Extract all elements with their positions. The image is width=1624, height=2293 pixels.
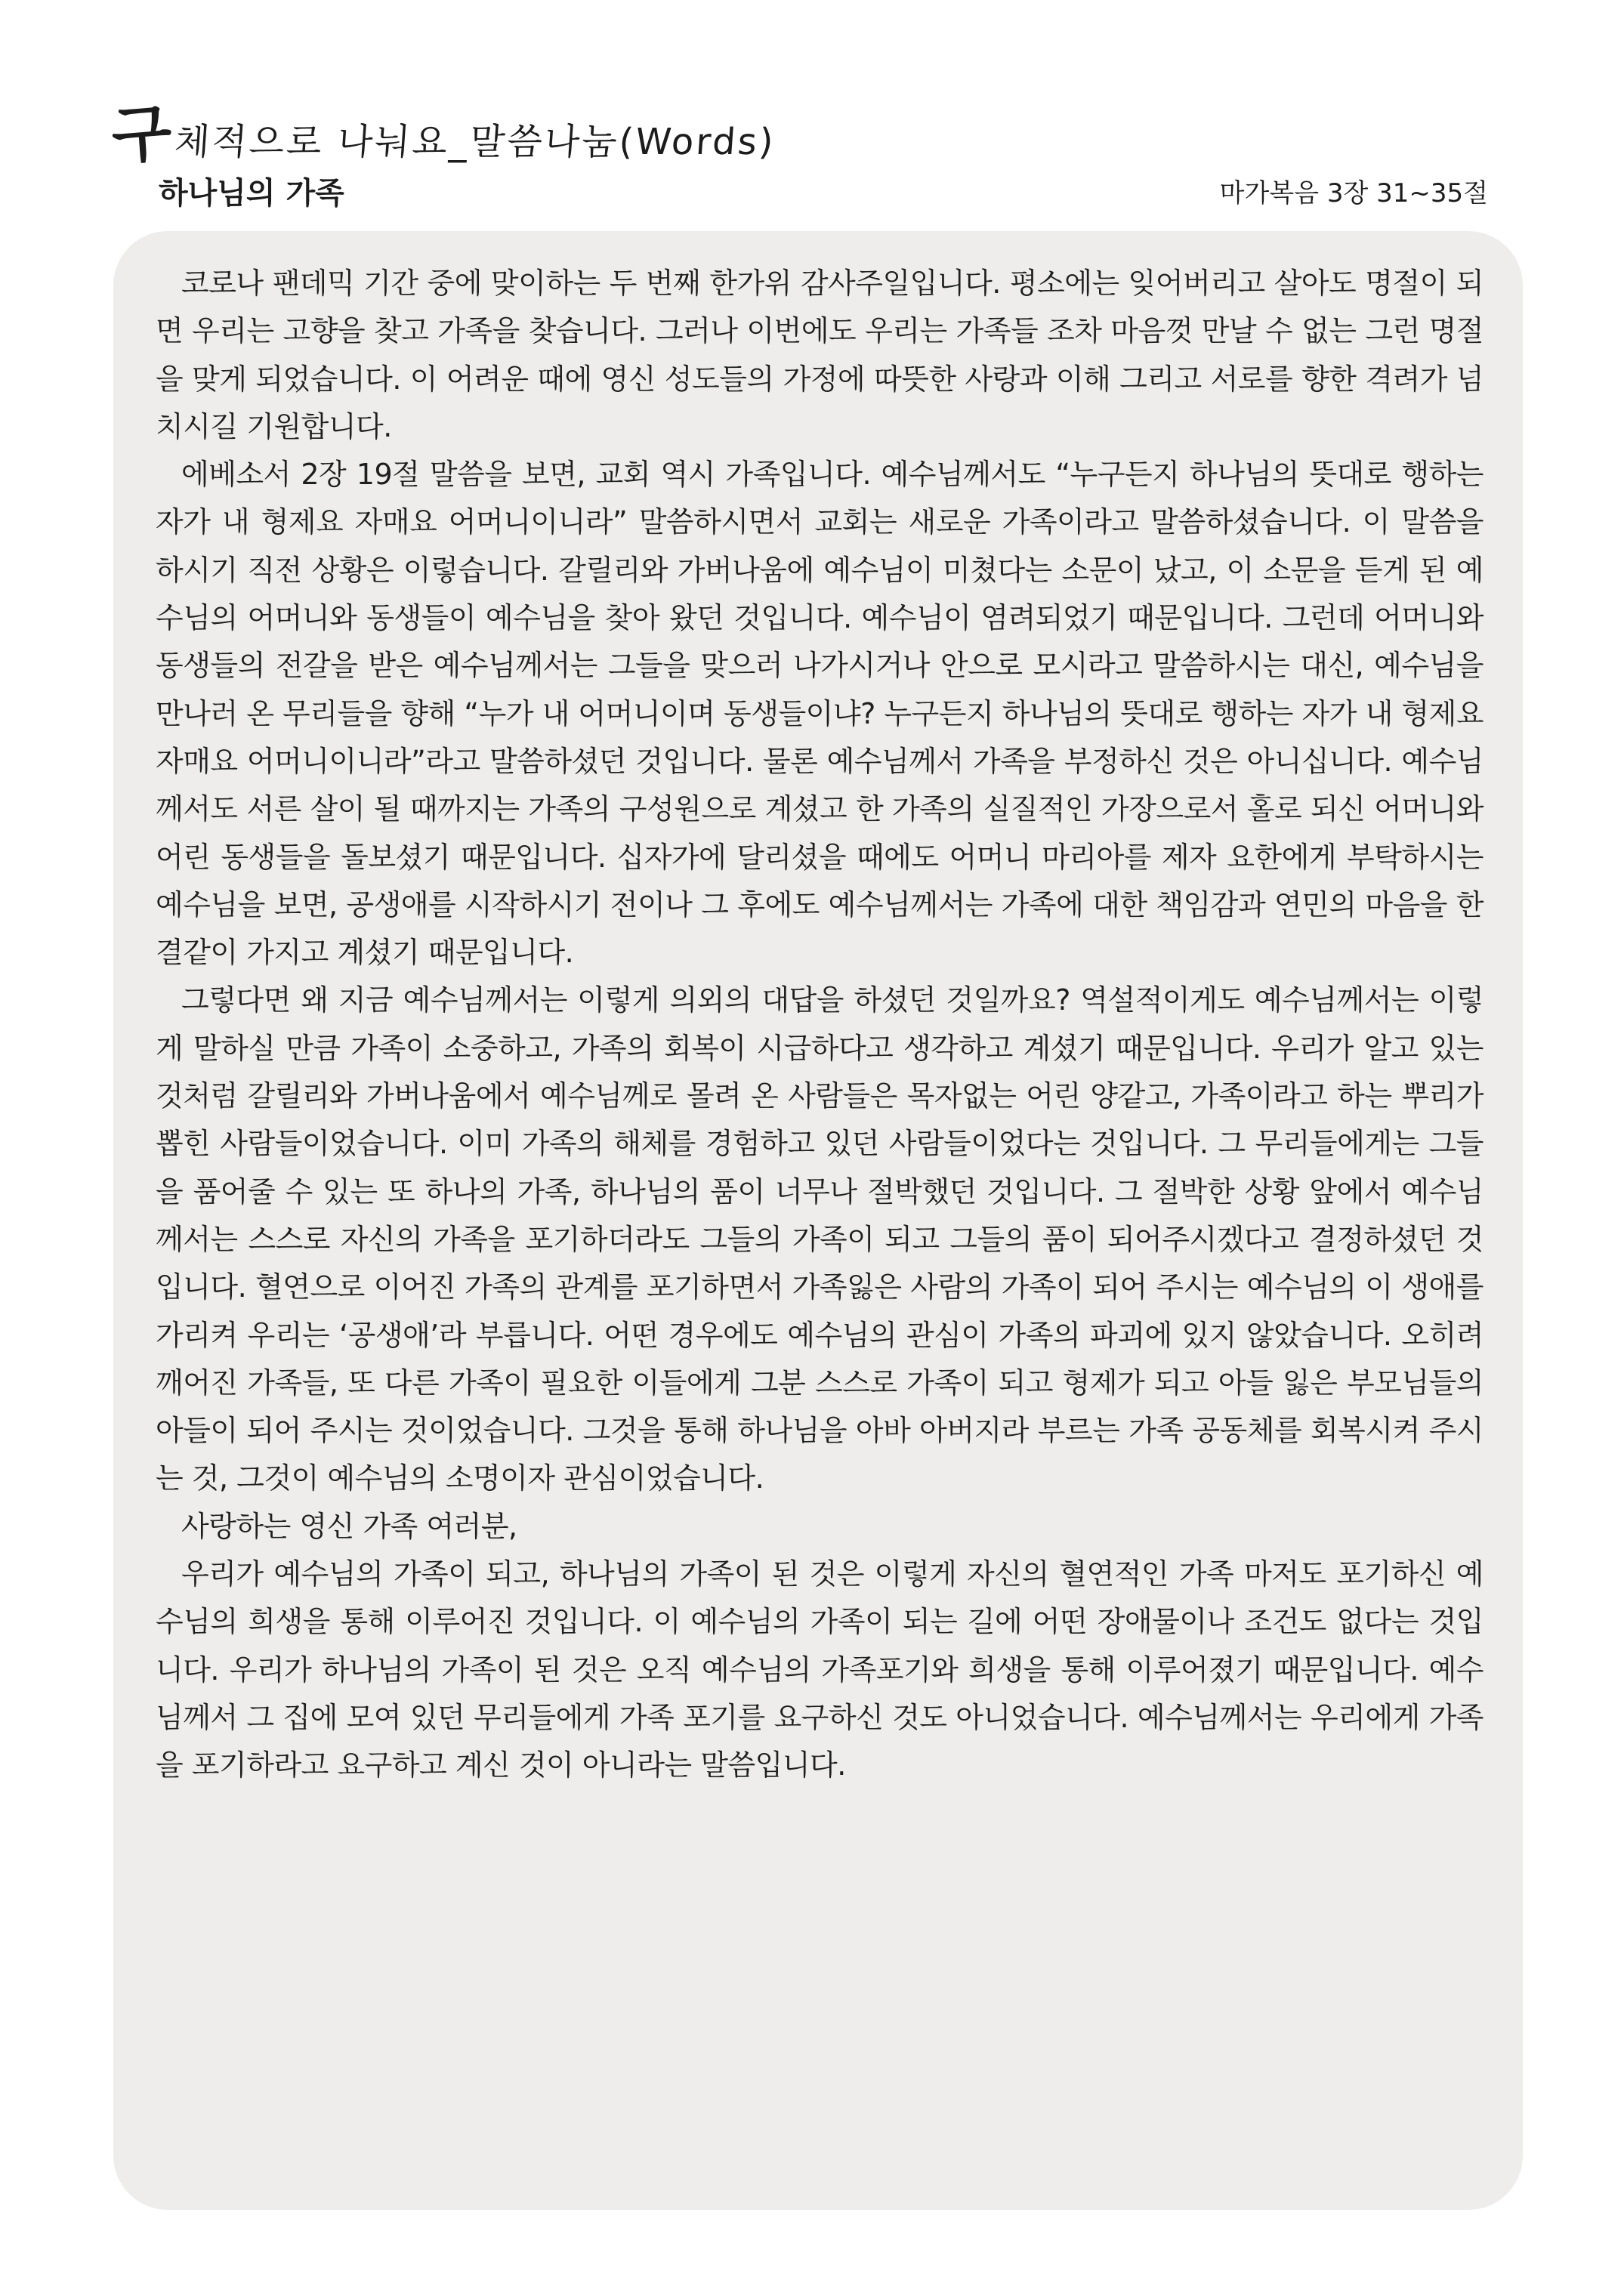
paragraph: 우리가 예수님의 가족이 되고, 하나님의 가족이 된 것은 이렇게 자신의 혈연적인 가족 마저도 포기하신 예수님의 희생을 통해 이루어진 것입니다. 이 예수님의 가족이 되는 길에 어떤 장애물이나 조건도 없다는 것입니다. 우리가 하나님의 가족이 된 것은 오직 예수님의 가족포기와 희생을 통해 이루어졌기 때문입니다. 예수님께서 그 집에 모여 있던 무리들에게 가족 포기를 요구하신 것도 아니었습니다. 예수님께서는 우리에게 가족을 포기하라고 요구하고 계신 것이 아니라는 말씀입니다. — [156, 1557, 1484, 1782]
paragraph: 에베소서 2장 19절 말씀을 보면, 교회 역시 가족입니다. 예수님께서도 “누구든지 하나님의 뜻대로 행하는 자가 내 형제요 자매요 어머니이니라” 말씀하시면서 교회는 새로운 가족이라고 말씀하셨습니다. 이 말씀을 하시기 직전 상황은 이렇습니다. 갈릴리와 가버나움에 예수님이 미쳤다는 소문이 났고, 이 소문을 듣게 된 예수님의 어머니와 동생들이 예수님을 찾아 왔던 것입니다. 예수님이 염려되었기 때문입니다. 그런데 어머니와 동생들의 전갈을 받은 예수님께서는 그들을 맞으러 나가시거나 안으로 모시라고 말씀하시는 대신, 예수님을 만나러 온 무리들을 향해 “누가 내 어머니이며 동생들이냐? 누구든지 하나님의 뜻대로 행하는 자가 내 형제요 자매요 어머니이니라”라고 말씀하셨던 것입니다. 물론 예수님께서 가족을 부정하신 것은 아니십니다. 예수님께서도 서른 살이 될 때까지는 가족의 구성원으로 계셨고 한 가족의 실질적인 가장으로서 홀로 되신 어머니와 어린 동생들을 돌보셨기 때문입니다. 십자가에 달리셨을 때에도 어머니 마리아를 제자 요한에게 부탁하시는 예수님을 보면, 공생애를 시작하시기 전이나 그 후에도 예수님께서는 가족에 대한 책임감과 연민의 마음을 한결같이 가지고 계셨기 때문입니다. — [156, 458, 1484, 970]
paragraph: 사랑하는 영신 가족 여러분, — [181, 1509, 517, 1543]
sermon-title: 하나님의 가족 — [159, 176, 344, 211]
sermon-content-box — [113, 231, 1523, 2210]
paragraph: 코로나 팬데믹 기간 중에 맞이하는 두 번째 한가위 감사주일입니다. 평소에는 잊어버리고 살아도 명절이 되면 우리는 고향을 찾고 가족을 찾습니다. 그러나 이번에도 우리는 가족들 조차 마음껏 만날 수 없는 그런 명절을 맞게 되었습니다. 이 어려운 때에 영신 성도들의 가정에 따뜻한 사랑과 이해 그리고 서로를 향한 격려가 넘치시길 기원합니다. — [156, 267, 1484, 443]
paragraph: 그렇다면 왜 지금 예수님께서는 이렇게 의외의 대답을 하셨던 것일까요? 역설적이게도 예수님께서는 이렇게 말하실 만큼 가족이 소중하고, 가족의 회복이 시급하다고 생각하고 계셨기 때문입니다. 우리가 알고 있는 것처럼 갈릴리와 가버나움에서 예수님께로 몰려 온 사람들은 목자없는 어린 양같고, 가족이라고 하는 뿌리가 뽑힌 사람들이었습니다. 이미 가족의 해체를 경험하고 있던 사람들이었다는 것입니다. 그 무리들에게는 그들을 품어줄 수 있는 또 하나의 가족, 하나님의 품이 너무나 절박했던 것입니다. 그 절박한 상황 앞에서 예수님께서는 스스로 자신의 가족을 포기하더라도 그들의 가족이 되고 그들의 품이 되어주시겠다고 결정하셨던 것입니다. 혈연으로 이어진 가족의 관계를 포기하면서 가족잃은 사람의 가족이 되어 주시는 예수님의 이 생애를 가리켜 우리는 ‘공생애’라 부릅니다. 어떤 경우에도 예수님의 관심이 가족의 파괴에 있지 않았습니다. 오히려 깨어진 가족들, 또 다른 가족이 필요한 이들에게 그분 스스로 가족이 되고 형제가 되고 아들 잃은 부모님들의 아들이 되어 주시는 것이었습니다. 그것을 통해 하나님을 아바 아버지라 부르는 가족 공동체를 회복시켜 주시는 것, 그것이 예수님의 소명이자 관심이었습니다. — [156, 983, 1484, 1495]
title-initial-letter: 구 — [109, 97, 174, 173]
section-title: 체적으로 나눠요_말씀나눔(Words) — [173, 121, 777, 163]
sermon-body — [156, 260, 1484, 1790]
page-header-title — [109, 91, 777, 173]
sermon-subheader — [159, 172, 1488, 214]
scripture-reference: 마가복음 3장 31~35절 — [1219, 178, 1488, 208]
